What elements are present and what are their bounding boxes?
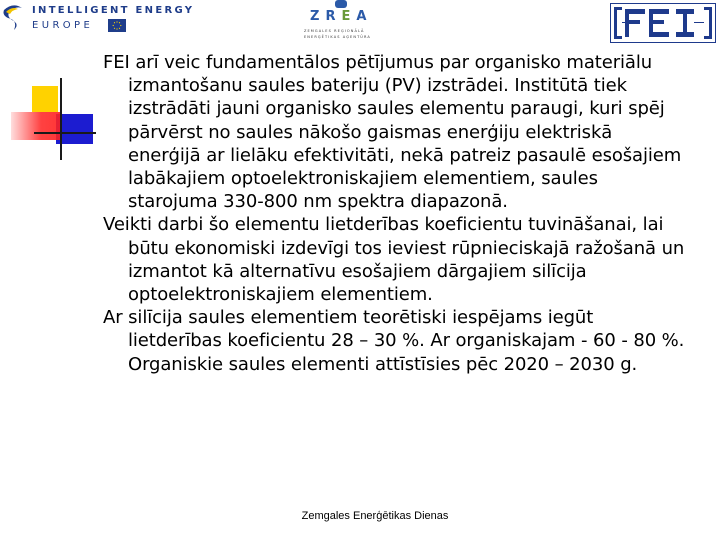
intelligent-energy-europe-logo	[0, 0, 200, 40]
zrea-subtitle-line1: ZEMGALES REĢIONĀLĀ	[304, 29, 365, 33]
decorative-squares	[8, 78, 104, 164]
slide-body	[103, 51, 688, 376]
zrea-emblem-icon	[335, 0, 347, 8]
footer-text: Zemgales Enerģētikas Dienas	[301, 510, 449, 522]
eu-flag-icon	[108, 19, 126, 32]
paragraph-3: Ar silīcija saules elementiem teorētiski iespējams iegūt lietderības koeficientu 28 – 30 %. Ar organiskajam - 60 - 80 %. Organiskie saules elementi attīstīsies pēc 2020 – 2030 g.	[103, 307, 685, 375]
zrea-subtitle-line2: ENERĢĒTIKAS AĢENTŪRA	[304, 35, 371, 39]
iee-title-line1: INTELLIGENT ENERGY	[32, 5, 195, 16]
zrea-logo-text: ZREA	[310, 9, 373, 24]
paragraph-1: FEI arī veic fundamentālos pētījumus par organisko materiālu izmantošanu saules bateriju (PV) izstrādei. Institūtā tiek izstrādāti jauni organisko saules elementu paraugi, kuri spēj pārvērst no saules nākošo gaismas enerģiju elektriskā enerģijā ar lielāku efektivitāti, nekā patreiz pasaulē esošajiem labākajiem optoelektroniskajiem elementiem, saules starojuma 330-800 nm spektra diapazonā.	[103, 52, 682, 213]
fei-logo	[610, 3, 716, 43]
paragraph-2: Veikti darbi šo elementu lietderības koeficientu tuvināšanai, lai būtu ekonomiski izdevīgi tos ieviest rūpnieciskajā ražošanā un izmantot kā alternatīvu esošajiem dārgajiem silīcija optoelektroniskajiem elementiem.	[103, 214, 685, 306]
iee-swirl-icon	[0, 2, 26, 32]
zrea-logo	[298, 0, 384, 44]
iee-title-line2: EUROPE	[32, 20, 94, 31]
